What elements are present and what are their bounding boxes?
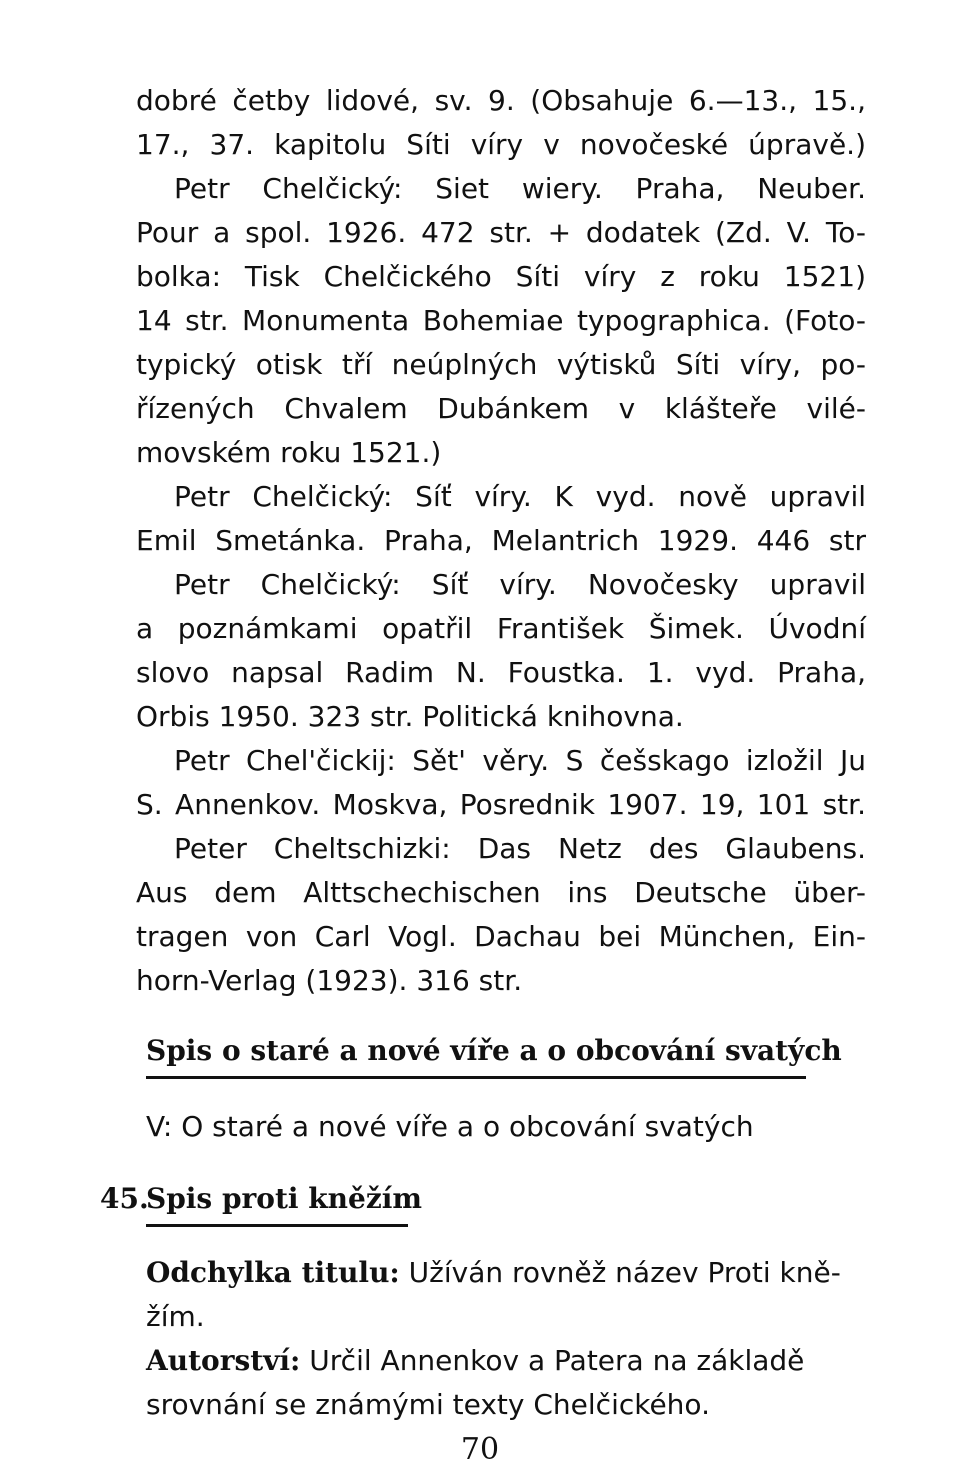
section-heading: Spis o staré a nové víře a o obcování svatých [146,1034,842,1067]
section-heading: Spis proti kněžím [146,1182,423,1215]
text-line: a poznámkami opatřil František Šimek. Úvodní [136,612,866,645]
text-line: S. Annenkov. Moskva, Posrednik 1907. 19, 101 str. [136,788,866,821]
text-line: 17., 37. kapitolu Síti víry v novočeské úpravě.) [136,128,866,161]
text-line: Petr Chel'čickij: Sět' věry. S češskago izložil Ju [174,744,866,777]
text-line: Emil Smetánka. Praha, Melantrich 1929. 446 str [136,524,866,557]
authorship-text: Určil Annenkov a Patera na základě [300,1344,805,1377]
variant-title: V: O staré a nové víře a o obcování svatých [146,1110,754,1143]
text-line: Aus dem Alttschechischen ins Deutsche über- [136,876,866,909]
page-number: 70 [460,1432,500,1467]
heading-underline [146,1224,408,1227]
text-line: Orbis 1950. 323 str. Politická knihovna. [136,700,684,733]
authorship-label: Autorství: [146,1344,301,1377]
text-line: srovnání se známými texty Chelčického. [146,1388,710,1421]
text-line: slovo napsal Radim N. Foustka. 1. vyd. Praha, [136,656,866,689]
authorship [146,1340,866,1382]
text-line: tragen von Carl Vogl. Dachau bei München, Ein- [136,920,866,953]
heading-underline [146,1076,806,1079]
text-line: řízených Chvalem Dubánkem v klášteře vilé- [136,392,866,425]
text-line: dobré četby lidové, sv. 9. (Obsahuje 6.—13., 15., [136,84,866,117]
text-line: Pour a spol. 1926. 472 str. + dodatek (Zd. V. To- [136,216,866,249]
text-line: Peter Cheltschizki: Das Netz des Glaubens. [174,832,866,865]
text-line: žím. [146,1300,205,1333]
text-line: Petr Chelčický: Síť víry. Novočesky upravil [174,568,866,601]
text-line: movském roku 1521.) [136,436,442,469]
deviation-label: Odchylka titulu: [146,1256,400,1289]
title-deviation [146,1252,866,1294]
text-line: Petr Chelčický: Síť víry. K vyd. nově upravil [174,480,866,513]
deviation-text: Užíván rovněž název Proti kně- [399,1256,841,1289]
text-line: Petr Chelčický: Siet wiery. Praha, Neuber. [174,172,866,205]
text-line: typický otisk tří neúplných výtisků Síti víry, po- [136,348,866,381]
entry-number: 45. [100,1182,149,1215]
text-line: horn-Verlag (1923). 316 str. [136,964,523,997]
text-line: 14 str. Monumenta Bohemiae typographica. (Foto- [136,304,866,337]
text-line: bolka: Tisk Chelčického Síti víry z roku 1521) [136,260,866,293]
